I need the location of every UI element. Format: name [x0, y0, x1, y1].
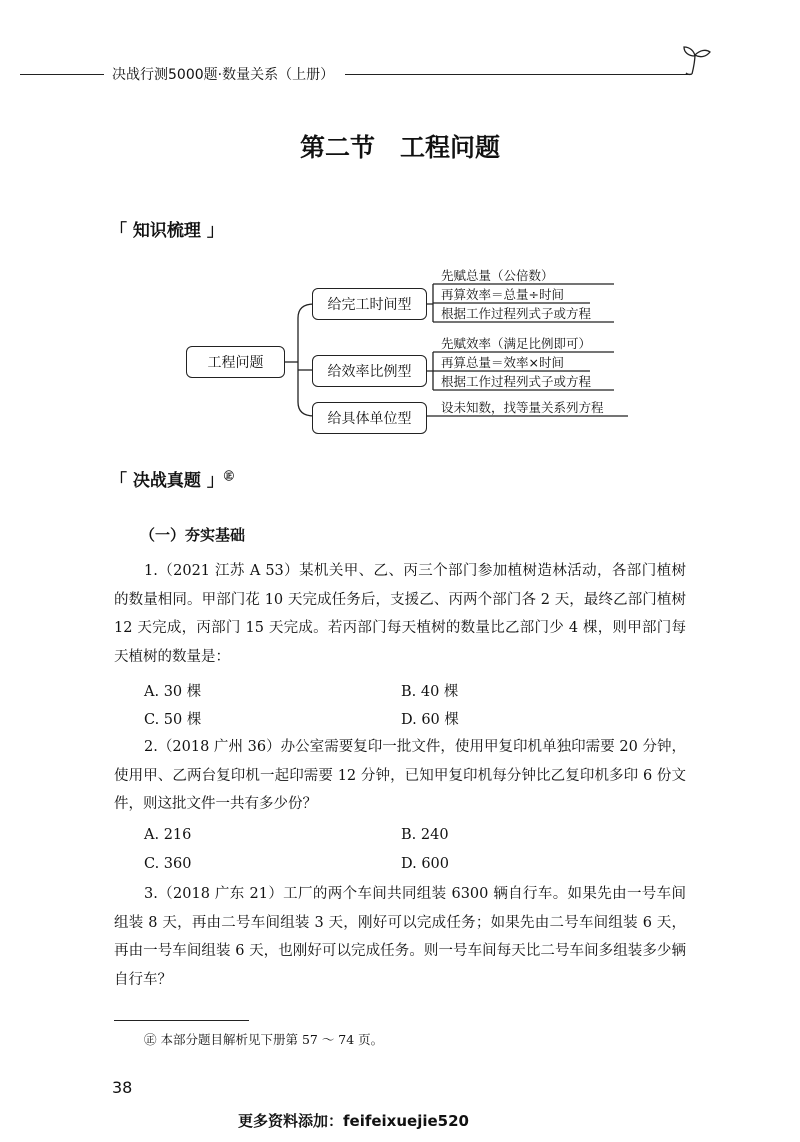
question-1-option-d: D. 60 棵: [401, 712, 459, 728]
mindmap-leaf: 再算效率＝总量÷时间: [441, 287, 564, 302]
question-1-option-b: B. 40 棵: [401, 684, 459, 700]
mindmap-leaf: 先赋总量（公倍数）: [441, 268, 554, 283]
bracket-close: 」: [200, 471, 224, 491]
mindmap-leaf: 再算总量＝效率×时间: [441, 355, 564, 370]
bracket-open: 「: [110, 471, 133, 491]
mindmap-leaf: 先赋效率（满足比例即可）: [441, 336, 592, 351]
mindmap-branch-efficiency-ratio: 给效率比例型: [312, 355, 427, 387]
question-1-option-a: A. 30 棵: [144, 684, 202, 700]
bracket-open: 「: [110, 221, 133, 241]
mindmap-connectors: [0, 0, 800, 460]
exam-heading-text: 决战真题: [132, 471, 201, 491]
mindmap-leaf: 根据工作过程列式子或方程: [441, 374, 592, 389]
footnote-mark: ㊣: [223, 471, 234, 483]
question-2-option-d: D. 600: [401, 856, 450, 872]
bracket-close: 」: [200, 221, 224, 241]
running-title: 决战行测5000题·数量关系（上册）: [112, 67, 335, 83]
question-1-option-c: C. 50 棵: [144, 712, 202, 728]
question-2-option-a: A. 216: [144, 827, 192, 843]
question-3: 3.（2018 广东 21）工厂的两个车间共同组装 6300 辆自行车。如果先由一号车间组装 8 天，再由二号车间组装 3 天，刚好可以完成任务；如果先由二号车间组装 6 天，再由一号车间组装 6 天，也刚好可以完成任务。则一号车间每天比二号车间多组装多少辆自行车？: [114, 886, 686, 988]
mindmap-branch-specific-unit: 给具体单位型: [312, 402, 427, 434]
mindmap-leaf: 根据工作过程列式子或方程: [441, 306, 592, 321]
exam-heading: [110, 466, 234, 491]
section-title: 第二节 工程问题: [299, 133, 500, 162]
question-2-option-b: B. 240: [401, 827, 449, 843]
question-2-option-c: C. 360: [144, 856, 192, 872]
mindmap-root: 工程问题: [186, 346, 285, 378]
knowledge-heading-text: 知识梳理: [132, 221, 201, 241]
mindmap-leaf: 设未知数，找等量关系列方程: [441, 400, 604, 415]
question-2: 2.（2018 广州 36）办公室需要复印一批文件，使用甲复印机单独印需要 20 分钟，使用甲、乙两台复印机一起印需要 12 分钟，已知甲复印机每分钟比乙复印机多印 6 份文件，则这批文件一共有多少份？: [114, 739, 686, 812]
mindmap-branch-completion-time: 给完工时间型: [312, 288, 427, 320]
mindmap: [0, 0, 800, 460]
footnote: ㊣ 本部分题目解析见下册第 57 ～ 74 页。: [144, 1032, 384, 1047]
footnote-rule: [114, 1020, 249, 1021]
question-1: 1.（2021 江苏 A 53）某机关甲、乙、丙三个部门参加植树造林活动，各部门植树的数量相同。甲部门花 10 天完成任务后，支援乙、丙两个部门各 2 天，最终乙部门植树 12 天完成，丙部门 15 天完成。若丙部门每天植树的数量比乙部门少 4 棵，则甲部门每天植树的数量是：: [114, 563, 686, 665]
bottom-note: 更多资料添加：feifeixuejie520: [238, 1112, 469, 1130]
page-number: 38: [112, 1078, 133, 1097]
subsection-title: （一）夯实基础: [140, 526, 246, 544]
